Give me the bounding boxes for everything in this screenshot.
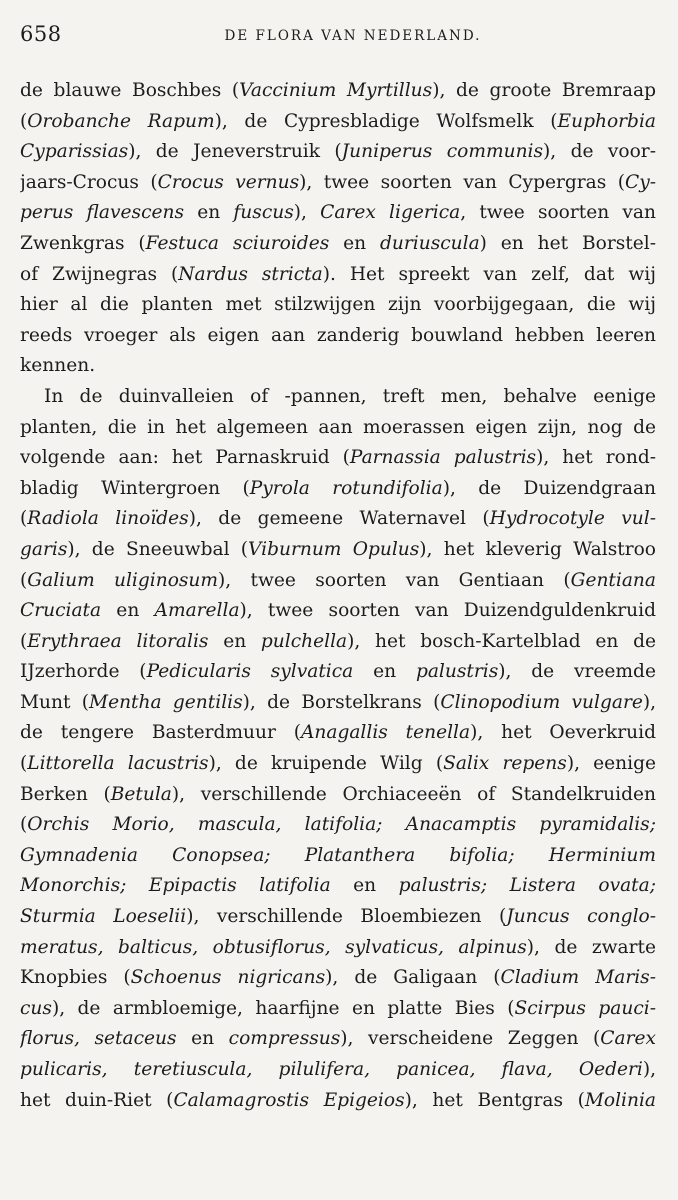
page-number: 658 (20, 22, 62, 46)
text-line: volgende aan: het Parnaskruid (Parnassia palustris), het rond- (20, 447, 656, 469)
body-text (20, 76, 656, 1116)
running-title: DE FLORA VAN NEDERLAND. (224, 28, 482, 44)
text-line: planten, die in het algemeen aan moerassen eigen zijn, nog de (20, 416, 656, 438)
text-line: Monorchis; Epipactis latifolia en palustris; Listera ovata; (20, 875, 656, 897)
text-line: Zwenkgras (Festuca sciuroides en duriuscula) en het Borstel- (20, 232, 656, 254)
text-line: In de duinvalleien of -pannen, treft men, behalve eenige (44, 385, 656, 407)
text-line: meratus, balticus, obtusiflorus, sylvaticus, alpinus), de zwarte (20, 936, 656, 958)
text-line: IJzerhorde (Pedicularis sylvatica en palustris), de vreemde (20, 661, 656, 683)
text-line: Munt (Mentha gentilis), de Borstelkrans (Clinopodium vulgare), (20, 691, 656, 713)
text-line: Sturmia Loeselii), verschillende Bloembiezen (Juncus conglo- (20, 906, 656, 928)
text-line: (Radiola linoïdes), de gemeene Waternavel (Hydrocotyle vul- (20, 508, 656, 530)
text-line: florus, setaceus en compressus), verscheidene Zeggen (Carex (20, 1028, 656, 1050)
text-line: reeds vroeger als eigen aan zanderig bouwland hebben leeren (20, 324, 656, 346)
page-header (20, 22, 656, 52)
text-line: Gymnadenia Conopsea; Platanthera bifolia; Herminium (20, 844, 656, 866)
text-line: de blauwe Boschbes (Vaccinium Myrtillus), de groote Bremraap (20, 80, 656, 101)
text-line: pulicaris, teretiuscula, pilulifera, panicea, flava, Oederi), (20, 1059, 656, 1080)
text-line: (Galium uliginosum), twee soorten van Gentiaan (Gentiana (20, 569, 656, 591)
text-line: of Zwijnegras (Nardus stricta). Het spreekt van zelf, dat wij (20, 263, 656, 285)
text-line: het duin-Riet (Calamagrostis Epigeios), het Bentgras (Molinia (20, 1089, 656, 1111)
text-line: (Orchis Morio, mascula, latifolia; Anacamptis pyramidalis; (20, 814, 656, 836)
text-line: de tengere Basterdmuur (Anagallis tenella), het Oeverkruid (20, 722, 656, 744)
text-line: (Orobanche Rapum), de Cypresbladige Wolfsmelk (Euphorbia (20, 110, 656, 132)
text-line: Knopbies (Schoenus nigricans), de Galigaan (Cladium Maris- (20, 967, 656, 989)
text-line: garis), de Sneeuwbal (Viburnum Opulus), het kleverig Walstroo (20, 538, 656, 560)
text-line: cus), de armbloemige, haarfijne en platte Bies (Scirpus pauci- (20, 997, 656, 1019)
text-line: perus flavescens en fuscus), Carex ligerica, twee soorten van (20, 202, 656, 224)
text-line: Cruciata en Amarella), twee soorten van Duizendguldenkruid (20, 600, 656, 622)
text-line: Berken (Betula), verschillende Orchiaceeën of Standelkruiden (20, 783, 656, 805)
text-line: hier al die planten met stilzwijgen zijn voorbijgegaan, die wij (20, 294, 656, 316)
text-line: Cyparissias), de Jeneverstruik (Juniperus communis), de voor- (20, 141, 656, 163)
text-line: bladig Wintergroen (Pyrola rotundifolia), de Duizendgraan (20, 477, 656, 499)
text-line: jaars-Crocus (Crocus vernus), twee soorten van Cypergras (Cy- (20, 171, 656, 193)
text-line: kennen. (20, 355, 96, 377)
text-line: (Littorella lacustris), de kruipende Wilg (Salix repens), eenige (20, 753, 656, 775)
text-line: (Erythraea litoralis en pulchella), het bosch-Kartelblad en de (20, 630, 656, 652)
